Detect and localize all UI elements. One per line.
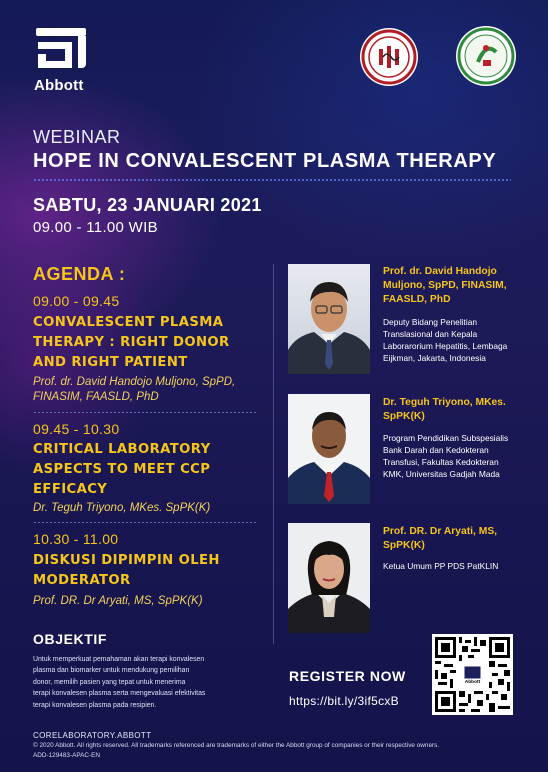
session-time: 09.45 - 10.30 <box>33 421 120 437</box>
session-speaker: Prof. DR. Dr Aryati, MS, SpPK(K) <box>33 595 203 607</box>
pds-patklin-seal-icon <box>456 26 516 86</box>
objective-text: Untuk memperkuat pemahaman akan terapi konvalesen plasma dan biomarker untuk mendukung pemilihan donor, memilih pasien yang tepat untuk menerima terapi konvalesen plasma serta mengevaluasi efektivitas terapi konvalesen plasma pada resipien. <box>33 656 206 709</box>
abbott-logo-icon <box>34 26 92 70</box>
speaker-photo <box>288 394 370 504</box>
speaker-name: Dr. Teguh Triyono, MKes. SpPK(K) <box>383 397 506 422</box>
session-title: CRITICAL LABORATORY ASPECTS TO MEET CCP EFFICACY <box>33 442 211 497</box>
register-heading: REGISTER NOW <box>289 668 406 684</box>
column-divider <box>273 264 274 644</box>
qr-code-icon[interactable] <box>432 634 513 715</box>
abbott-wordmark: Abbott <box>34 77 84 94</box>
page-title: HOPE IN CONVALESCENT PLASMA THERAPY <box>33 150 497 172</box>
session-title: DISKUSI DIPIMPIN OLEH MODERATOR <box>33 553 220 588</box>
title-divider <box>33 179 511 181</box>
session-speaker: Dr. Teguh Triyono, MKes. SpPK(K) <box>33 502 211 514</box>
footer-copyright: © 2020 Abbott. All rights reserved. All trademarks referenced are trademarks of either the Abbott group of companies or their respective owners. <box>33 742 440 749</box>
session-time: 10.30 - 11.00 <box>33 531 119 547</box>
speaker-name: Prof. DR. Dr Aryati, MS, SpPK(K) <box>383 526 498 551</box>
register-link[interactable]: https://bit.ly/3if5cxB <box>289 694 399 708</box>
speaker-affiliation: Program Pendidikan Subspesialis Bank Darah dan Kedokteran Transfusi, Fakultas Kedokteran KMK, Universitas Gadjah Mada <box>383 433 509 479</box>
event-time: 09.00 - 11.00 WIB <box>33 219 158 236</box>
footer-code: ADD-129483-APAC-EN <box>33 752 101 759</box>
session-time: 09.00 - 09.45 <box>33 293 120 309</box>
webinar-kicker: WEBINAR <box>33 127 121 147</box>
speaker-affiliation: Ketua Umum PP PDS PatKLIN <box>383 561 499 571</box>
objective-heading: OBJEKTIF <box>33 631 108 647</box>
session-speaker: Prof. dr. David Handojo Muljono, SpPD, FINASIM, FAASLD, PhD <box>33 376 236 403</box>
abbott-logo <box>34 26 94 94</box>
footer-site[interactable]: CORELABORATORY.ABBOTT <box>33 731 152 740</box>
speaker-photo <box>288 264 370 374</box>
agenda-heading: AGENDA : <box>33 264 126 284</box>
speaker-affiliation: Deputy Bidang Penelitian Translasional dan Kepala Laborarorium Hepatitis, Lembaga Eijkman, Jakarta, Indonesia <box>383 317 508 363</box>
speaker-photo <box>288 523 370 633</box>
session-divider <box>33 522 258 523</box>
speaker-name: Prof. dr. David Handojo Muljono, SpPD, FINASIM, FAASLD, PhD <box>383 266 507 305</box>
session-divider <box>33 412 258 413</box>
svg-text:Abbott: Abbott <box>464 680 481 686</box>
session-title: CONVALESCENT PLASMA THERAPY : RIGHT DONOR AND RIGHT PATIENT <box>33 315 230 370</box>
ipd-seal-icon <box>360 28 418 86</box>
event-date: SABTU, 23 JANUARI 2021 <box>33 195 262 215</box>
